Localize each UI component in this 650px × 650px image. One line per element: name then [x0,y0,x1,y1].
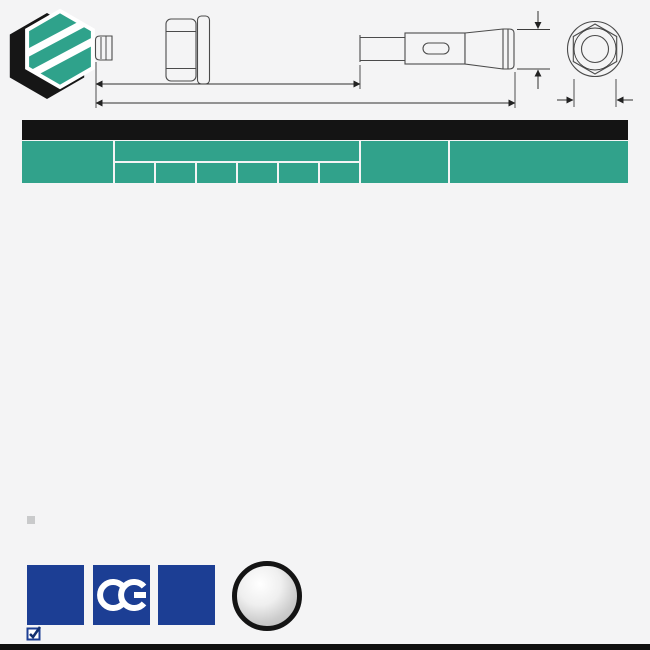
hex-nut-side [166,19,196,81]
column-header-d0 [279,163,318,183]
nut-front-hexagon [573,24,616,74]
checkbox-icon [26,626,43,641]
eta-approval-badge [158,565,215,625]
galvanized-legend-swatch [27,516,35,524]
nut-front-outer [568,22,623,77]
table-header [22,141,628,183]
assortiment-title-bar [22,120,628,140]
nut-front-hole [582,36,609,63]
nut-front-chamfer [574,28,616,70]
column-header-artikel [22,141,113,183]
eu-flag-badge [27,565,84,625]
anchor-bolt-drawing [0,0,650,118]
ce-mark-badge [93,565,150,625]
washer [198,16,210,84]
column-header-gewicht [361,141,448,183]
eta-approvals-line [26,626,47,641]
column-header-tfix [320,163,359,183]
ce-mark-icon [93,565,150,625]
zinc-coating-badge [232,561,302,631]
column-header-verpakking [450,141,628,183]
eu-flag-stars [27,565,84,625]
column-header-diameter [115,163,154,183]
footnote-galvanized [27,514,39,527]
footnotes [27,514,39,527]
column-header-sw [238,163,277,183]
column-group-afmetingen [115,141,359,161]
cone-tip [465,29,514,69]
bolt-tip [96,36,113,60]
column-header-lg [197,163,236,183]
column-header-l [156,163,195,183]
bottom-bar [0,644,650,650]
expansion-sleeve [405,33,465,64]
